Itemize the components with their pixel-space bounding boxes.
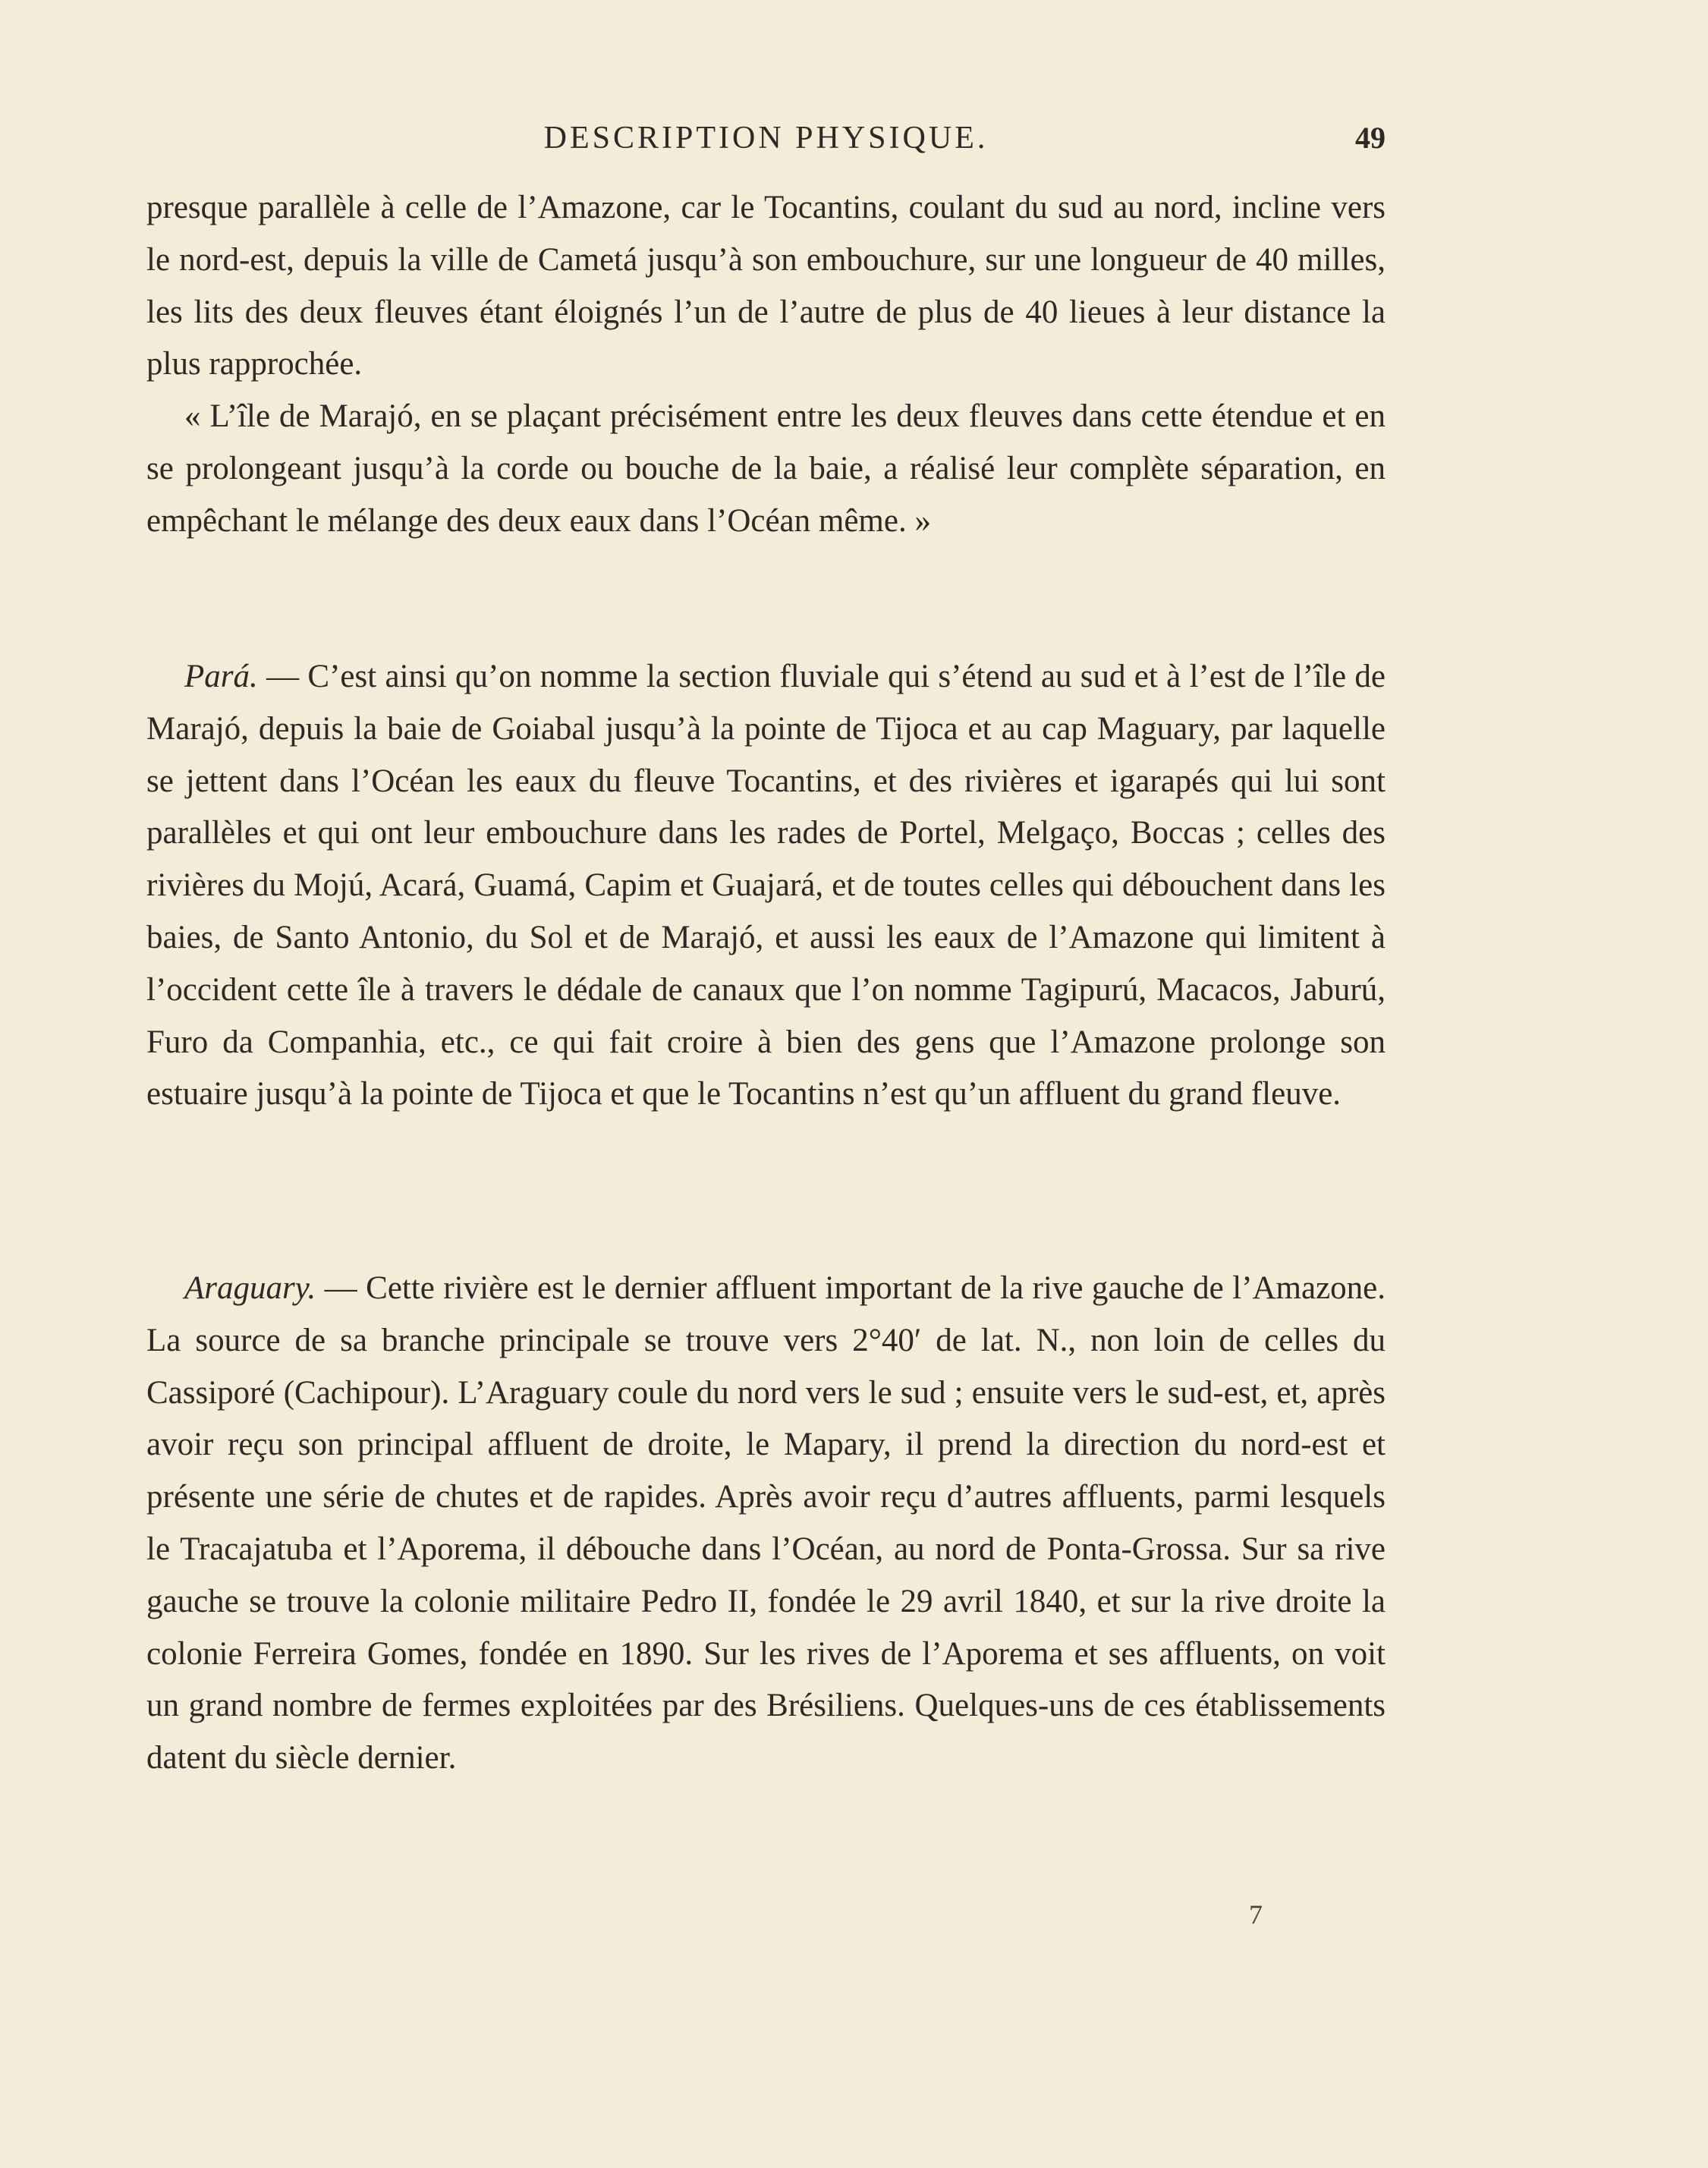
running-head — [146, 120, 1386, 165]
paragraph-para-text: — C’est ainsi qu’on nomme la section fluviale qui s’étend au sud et à l’est de l’île de Marajó, depuis la baie de Goiabal jusqu’à la pointe de Tijoca et au cap Maguary, par laquelle se jettent dans l’Océan les eaux du fleuve Tocantins, et des rivières et igarapés qui lui sont parallèles et qui ont leur embouchure dans les rades de Portel, Melgaço, Boccas ; celles des rivières du Mojú, Acará, Guamá, Capim et Guajará, et de toutes celles qui débouchent dans les baies, de Santo Antonio, du Sol et de Marajó, et aussi les eaux de l’Amazone qui limitent à l’occident cette île à travers le dédale de canaux que l’on nomme Tagipurú, Macacos, Jaburú, Furo da Companhia, etc., ce qui fait croire à bien des gens que l’Amazone prolonge son estuaire jusqu’à la pointe de Tijoca et que le Tocantins n’est qu’un affluent du grand fleuve. — [146, 659, 1386, 1112]
paragraph-continuation: presque parallèle à celle de l’Amazone, car le Tocantins, coulant du sud au nord, incline vers le nord-est, depuis la ville de Cametá jusqu’à son embouchure, sur une longueur de 40 milles, les lits des deux fleuves étant éloignés l’un de l’autre de plus de 40 lieues à leur distance la plus rapprochée. — [146, 190, 1386, 382]
page-number: 49 — [1355, 121, 1386, 155]
continuation-block — [146, 182, 1386, 548]
paragraph-araguary-text: — Cette rivière est le dernier affluent important de la rive gauche de l’Amazone. La source de sa branche principale se trouve vers 2°40′ de lat. N., non loin de celles du Cassiporé (Cachipour). L’Araguary coule du nord vers le sud ; ensuite vers le sud-est, et, après avoir reçu son principal affluent de droite, le Mapary, il prend la direction du nord-est et présente une série de chutes et de rapides. Après avoir reçu d’autres affluents, parmi lesquels le Tracajatuba et l’Aporema, il débouche dans l’Océan, au nord de Ponta-Grossa. Sur sa rive gauche se trouve la colonie militaire Pedro II, fondée le 29 avril 1840, et sur la rive droite la colonie Ferreira Gomes, fondée en 1890. Sur les rives de l’Aporema et ses affluents, on voit un grand nombre de fermes exploitées par des Brésiliens. Quelques-uns de ces établissements datent du siècle dernier. — [146, 1270, 1386, 1776]
section-para — [146, 651, 1386, 1121]
paragraph-araguary — [146, 1263, 1386, 1785]
section-label-para: Pará. — [184, 659, 258, 694]
signature-mark: 7 — [1249, 1899, 1263, 1930]
paragraph-quote: « L’île de Marajó, en se plaçant précisément entre les deux fleuves dans cette étendue et en se prolongeant jusqu’à la corde ou bouche de la baie, a réalisé leur complète séparation, en empêchant le mélange des deux eaux dans l’Océan même. » — [146, 398, 1386, 539]
paragraph-para — [146, 651, 1386, 1121]
section-label-araguary: Araguary. — [184, 1270, 316, 1306]
section-araguary — [146, 1263, 1386, 1785]
running-title: DESCRIPTION PHYSIQUE. — [543, 121, 989, 156]
